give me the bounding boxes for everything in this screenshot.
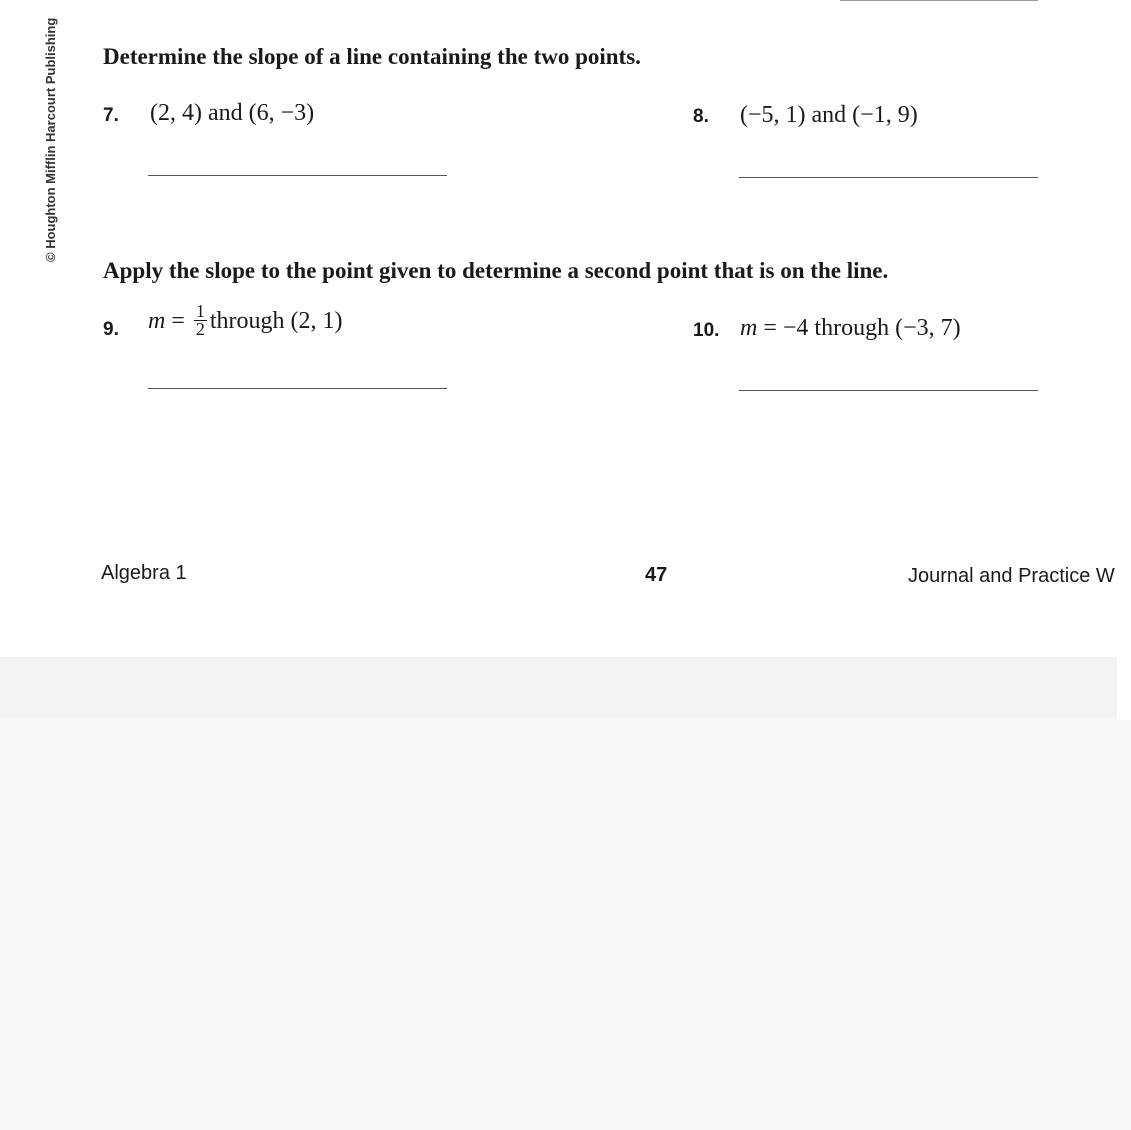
section2-instruction: Apply the slope to the point given to determine a second point that is on the line. (103, 258, 889, 283)
answer-line-7[interactable] (148, 175, 447, 176)
section1-instruction: Determine the slope of a line containing the two points. (103, 44, 641, 69)
page-edge-strip (1117, 0, 1131, 720)
page-shadow-band (0, 657, 1117, 717)
question-7-number: 7. (103, 105, 119, 126)
top-divider (840, 0, 1038, 1)
question-9-text (148, 301, 343, 340)
slope-variable: m (740, 315, 758, 341)
question-10-number: 10. (693, 320, 720, 341)
question-7-text: (2, 4) and (6, −3) (150, 100, 315, 126)
answer-line-9[interactable] (148, 388, 447, 389)
copyright-text: © Houghton Mifflin Harcourt Publishing (43, 17, 58, 262)
question-9-number: 9. (103, 319, 119, 340)
equals-sign: = (165, 308, 191, 335)
fraction-one-half (194, 303, 207, 338)
footer-page-number: 47 (645, 564, 668, 586)
answer-line-10[interactable] (739, 390, 1038, 391)
question-8-number: 8. (693, 106, 709, 127)
question-10-text (740, 315, 961, 342)
slope-variable: m (148, 308, 166, 335)
fraction-numerator: 1 (195, 301, 205, 321)
question-10-rest: = −4 through (−3, 7) (757, 315, 961, 341)
answer-line-8[interactable] (739, 177, 1038, 178)
question-8-text: (−5, 1) and (−1, 9) (740, 102, 918, 128)
fraction-denominator: 2 (195, 319, 205, 339)
question-9-rest: through (2, 1) (209, 308, 343, 335)
footer-book-title: Journal and Practice W (908, 565, 1115, 587)
footer-course-title: Algebra 1 (101, 562, 187, 584)
